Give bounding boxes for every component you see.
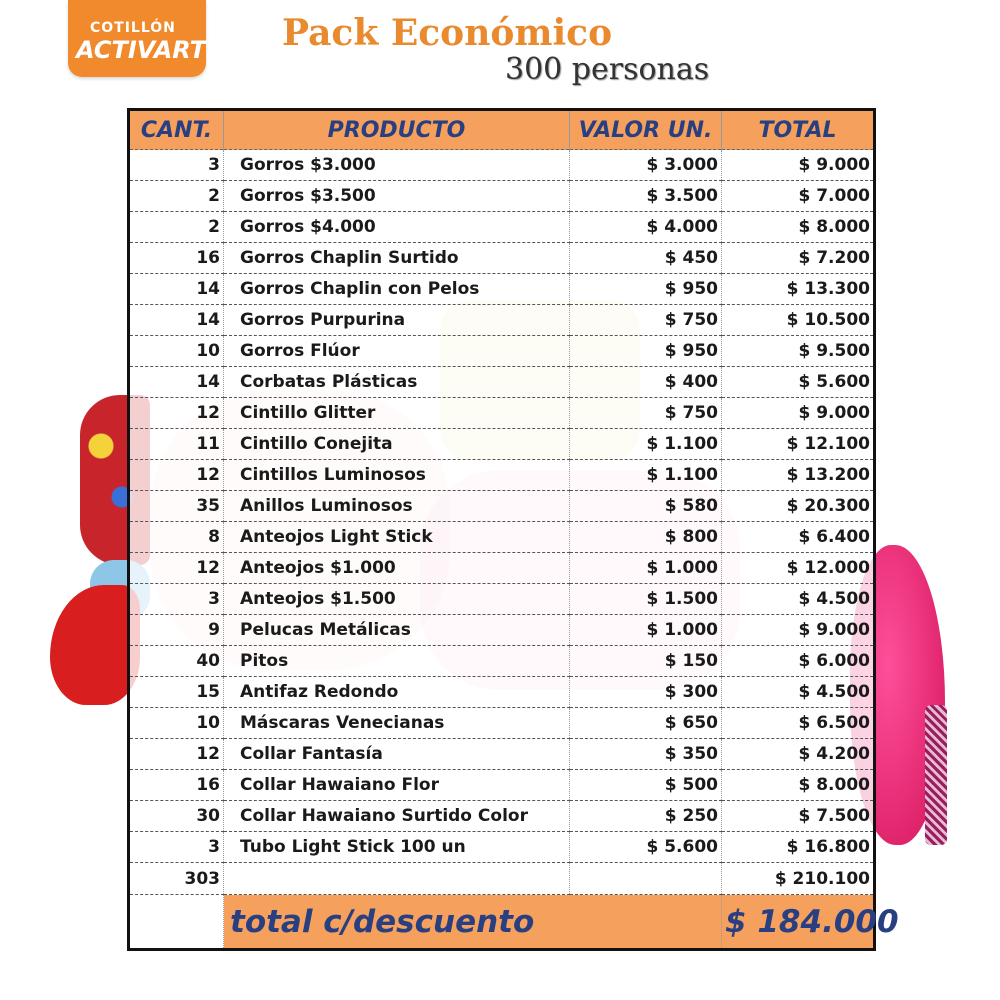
table-row xyxy=(129,522,875,553)
cell-unit-price: $ 1.000 xyxy=(570,553,722,584)
discount-empty-cell xyxy=(129,895,224,950)
cell-unit-price: $ 950 xyxy=(570,274,722,305)
cell-product: Gorros Purpurina xyxy=(224,305,570,336)
table-row xyxy=(129,615,875,646)
table-row xyxy=(129,491,875,522)
summary-empty-cell xyxy=(570,863,722,895)
cell-product: Gorros Chaplin Surtido xyxy=(224,243,570,274)
cell-unit-price: $ 400 xyxy=(570,367,722,398)
cell-quantity: 16 xyxy=(129,243,224,274)
cell-quantity: 14 xyxy=(129,305,224,336)
cell-quantity: 10 xyxy=(129,336,224,367)
cell-total: $ 20.300 xyxy=(722,491,875,522)
cell-product: Gorros $3.000 xyxy=(224,150,570,181)
cell-unit-price: $ 750 xyxy=(570,305,722,336)
cell-quantity: 16 xyxy=(129,770,224,801)
cell-total: $ 8.000 xyxy=(722,212,875,243)
cell-quantity: 2 xyxy=(129,212,224,243)
cell-product: Pelucas Metálicas xyxy=(224,615,570,646)
cell-total: $ 6.400 xyxy=(722,522,875,553)
cell-quantity: 8 xyxy=(129,522,224,553)
table-row xyxy=(129,553,875,584)
cell-product: Cintillos Luminosos xyxy=(224,460,570,491)
cell-unit-price: $ 3.500 xyxy=(570,181,722,212)
cell-total: $ 7.000 xyxy=(722,181,875,212)
discount-row xyxy=(129,895,875,950)
cell-quantity: 12 xyxy=(129,739,224,770)
cell-product: Collar Fantasía xyxy=(224,739,570,770)
table-row xyxy=(129,832,875,863)
cell-unit-price: $ 1.000 xyxy=(570,615,722,646)
cell-product: Gorros $3.500 xyxy=(224,181,570,212)
table-row xyxy=(129,336,875,367)
cell-quantity: 10 xyxy=(129,708,224,739)
cell-quantity: 12 xyxy=(129,460,224,491)
table-row xyxy=(129,243,875,274)
cell-quantity: 3 xyxy=(129,150,224,181)
cell-total: $ 4.500 xyxy=(722,584,875,615)
table-row xyxy=(129,801,875,832)
cell-product: Gorros Flúor xyxy=(224,336,570,367)
cell-unit-price: $ 1.500 xyxy=(570,584,722,615)
cell-product: Pitos xyxy=(224,646,570,677)
table-row xyxy=(129,274,875,305)
cell-unit-price: $ 4.000 xyxy=(570,212,722,243)
summary-row xyxy=(129,863,875,895)
cell-unit-price: $ 1.100 xyxy=(570,429,722,460)
total-quantity: 303 xyxy=(129,863,224,895)
tinsel-image xyxy=(925,705,947,845)
column-header-qty: CANT. xyxy=(129,110,224,150)
cell-total: $ 13.200 xyxy=(722,460,875,491)
cell-total: $ 9.000 xyxy=(722,615,875,646)
cell-unit-price: $ 350 xyxy=(570,739,722,770)
summary-empty-cell xyxy=(224,863,570,895)
cell-unit-price: $ 300 xyxy=(570,677,722,708)
cell-total: $ 9.000 xyxy=(722,150,875,181)
table-row xyxy=(129,429,875,460)
cell-unit-price: $ 1.100 xyxy=(570,460,722,491)
table-row xyxy=(129,150,875,181)
table-row xyxy=(129,739,875,770)
discount-total: $ 184.000 xyxy=(722,895,875,950)
cell-unit-price: $ 500 xyxy=(570,770,722,801)
cell-total: $ 6.500 xyxy=(722,708,875,739)
page-title: Pack Económico xyxy=(282,12,613,54)
cell-quantity: 14 xyxy=(129,367,224,398)
cell-product: Tubo Light Stick 100 un xyxy=(224,832,570,863)
cell-quantity: 3 xyxy=(129,584,224,615)
cell-product: Gorros Chaplin con Pelos xyxy=(224,274,570,305)
cell-quantity: 14 xyxy=(129,274,224,305)
cell-unit-price: $ 150 xyxy=(570,646,722,677)
cell-unit-price: $ 5.600 xyxy=(570,832,722,863)
cell-quantity: 2 xyxy=(129,181,224,212)
cell-unit-price: $ 250 xyxy=(570,801,722,832)
cell-total: $ 8.000 xyxy=(722,770,875,801)
cell-unit-price: $ 750 xyxy=(570,398,722,429)
cell-unit-price: $ 3.000 xyxy=(570,150,722,181)
cell-total: $ 9.500 xyxy=(722,336,875,367)
subtotal-amount: $ 210.100 xyxy=(722,863,875,895)
logo-line-bottom: ACTIVARTE xyxy=(76,36,223,64)
table-row xyxy=(129,770,875,801)
table-row xyxy=(129,646,875,677)
table-footer xyxy=(129,863,899,950)
discount-label: total c/descuento xyxy=(224,895,722,950)
cell-quantity: 40 xyxy=(129,646,224,677)
page-subtitle: 300 personas xyxy=(505,52,710,87)
cell-product: Anteojos Light Stick xyxy=(224,522,570,553)
table-row xyxy=(129,708,875,739)
cell-quantity: 15 xyxy=(129,677,224,708)
cell-quantity: 12 xyxy=(129,398,224,429)
cell-product: Antifaz Redondo xyxy=(224,677,570,708)
cell-total: $ 5.600 xyxy=(722,367,875,398)
cell-product: Gorros $4.000 xyxy=(224,212,570,243)
table-row xyxy=(129,677,875,708)
table-row xyxy=(129,212,875,243)
cell-product: Collar Hawaiano Flor xyxy=(224,770,570,801)
cell-product: Collar Hawaiano Surtido Color xyxy=(224,801,570,832)
cell-product: Cintillo Conejita xyxy=(224,429,570,460)
cell-total: $ 9.000 xyxy=(722,398,875,429)
cell-total: $ 4.200 xyxy=(722,739,875,770)
cell-total: $ 7.500 xyxy=(722,801,875,832)
cell-quantity: 12 xyxy=(129,553,224,584)
cell-quantity: 9 xyxy=(129,615,224,646)
brand-logo xyxy=(68,0,223,77)
cell-product: Cintillo Glitter xyxy=(224,398,570,429)
column-header-product: PRODUCTO xyxy=(224,110,570,150)
table-row xyxy=(129,398,875,429)
table-row xyxy=(129,305,875,336)
cell-total: $ 12.100 xyxy=(722,429,875,460)
table-row xyxy=(129,584,875,615)
cell-quantity: 30 xyxy=(129,801,224,832)
logo-line-top: COTILLÓN xyxy=(90,20,176,36)
cell-unit-price: $ 450 xyxy=(570,243,722,274)
cell-product: Anteojos $1.500 xyxy=(224,584,570,615)
cell-total: $ 6.000 xyxy=(722,646,875,677)
cell-total: $ 13.300 xyxy=(722,274,875,305)
cell-quantity: 3 xyxy=(129,832,224,863)
cell-quantity: 11 xyxy=(129,429,224,460)
cell-total: $ 7.200 xyxy=(722,243,875,274)
column-header-total: TOTAL xyxy=(722,110,875,150)
table-header xyxy=(129,110,875,150)
cell-total: $ 16.800 xyxy=(722,832,875,863)
cell-product: Anillos Luminosos xyxy=(224,491,570,522)
table-row xyxy=(129,460,875,491)
header-row xyxy=(129,110,875,150)
cell-unit-price: $ 950 xyxy=(570,336,722,367)
table-row xyxy=(129,181,875,212)
cell-unit-price: $ 580 xyxy=(570,491,722,522)
cell-total: $ 12.000 xyxy=(722,553,875,584)
cell-unit-price: $ 650 xyxy=(570,708,722,739)
cell-product: Máscaras Venecianas xyxy=(224,708,570,739)
table-body xyxy=(129,150,875,863)
cell-product: Anteojos $1.000 xyxy=(224,553,570,584)
price-table xyxy=(127,108,899,951)
cell-product: Corbatas Plásticas xyxy=(224,367,570,398)
column-header-unit-price: VALOR UN. xyxy=(570,110,722,150)
cell-total: $ 4.500 xyxy=(722,677,875,708)
cell-quantity: 35 xyxy=(129,491,224,522)
cell-unit-price: $ 800 xyxy=(570,522,722,553)
table-row xyxy=(129,367,875,398)
cell-total: $ 10.500 xyxy=(722,305,875,336)
